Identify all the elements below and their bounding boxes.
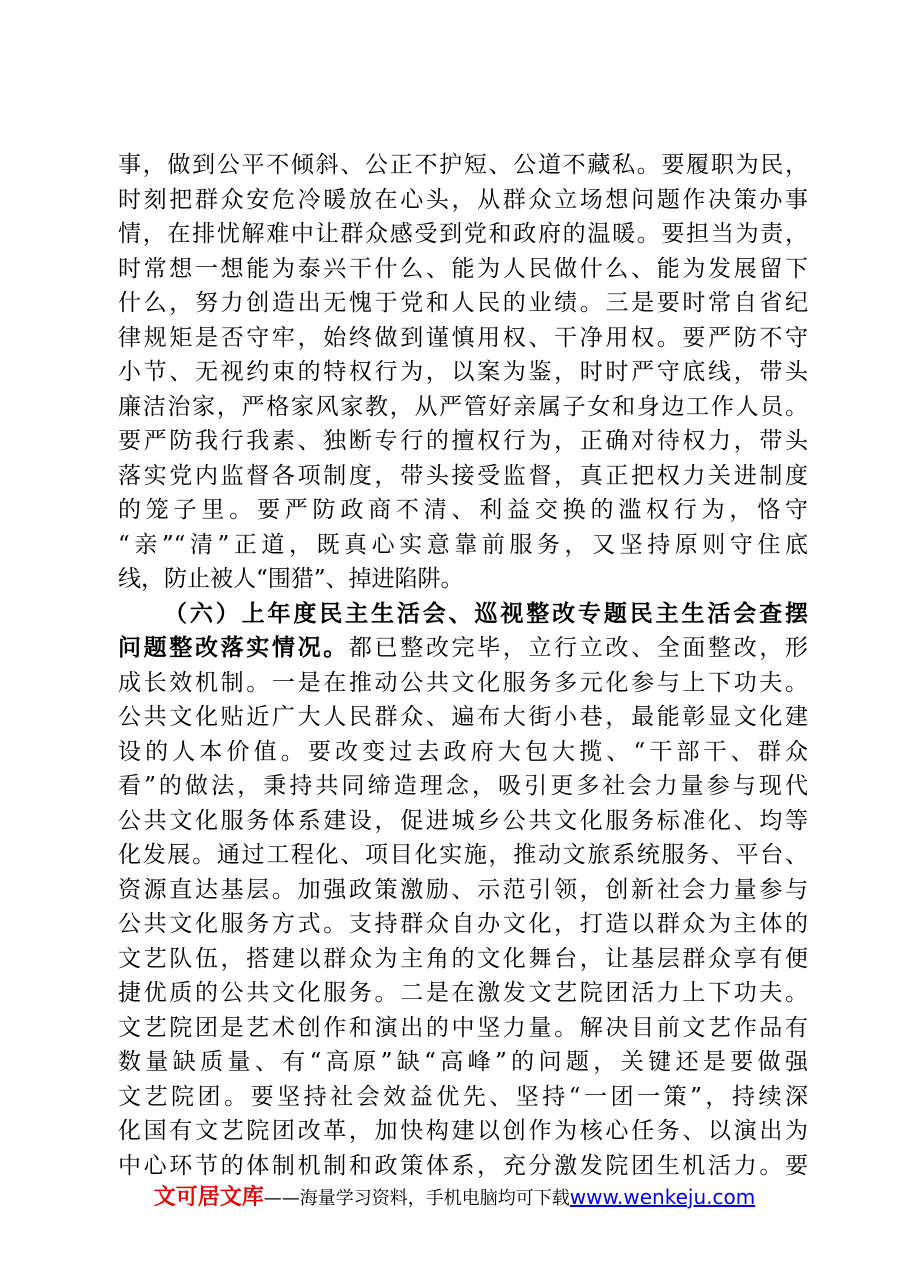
text-line: 公共文化贴近广大人民群众、遍布大街小巷，最能彰显文化建 xyxy=(118,704,808,730)
text-line: 设的人本价值。要改变过去政府大包大揽、“干部干、群众 xyxy=(118,738,808,765)
text-line: 要严防我行我素、独断专行的擅权行为，正确对待权力，带头 xyxy=(118,428,808,454)
text-line: 情，在排忧解难中让群众感受到党和政府的温暖。要担当为责， xyxy=(118,221,808,247)
section-summary: 都已整改完毕，立行立改、全面整改，形 xyxy=(348,635,809,661)
text-line: 落实党内监督各项制度，带头接受监督，真正把权力关进制度 xyxy=(118,462,808,489)
text-line: 化发展。通过工程化、项目化实施，推动文旅系统服务、平台、 xyxy=(118,842,808,868)
page-footer xyxy=(0,1180,909,1211)
text-line: 化国有文艺院团改革，加快构建以创作为核心任务、以演出为 xyxy=(118,1118,808,1144)
text-line: 成长效机制。一是在推动公共文化服务多元化参与上下功夫。 xyxy=(118,669,808,696)
text-line: 公共文化服务体系建设，促进城乡公共文化服务标准化、均等 xyxy=(118,807,808,834)
text-line: 事，做到公平不倾斜、公正不护短、公道不藏私。要履职为民， xyxy=(118,152,808,178)
text-line: 捷优质的公共文化服务。二是在激发文艺院团活力上下功夫。 xyxy=(118,980,808,1006)
text-line: 律规矩是否守牢，始终做到谨慎用权、干净用权。要严防不守 xyxy=(118,324,808,351)
document-body xyxy=(118,148,808,1183)
section-heading-text: （六）上年度民主生活会、巡视整改专题民主生活会查摆 xyxy=(164,599,808,627)
section-heading xyxy=(118,597,808,632)
text-line: 看”的做法，秉持共同缔造理念，吸引更多社会力量参与现代 xyxy=(118,773,808,799)
section-heading-continuation xyxy=(118,631,808,666)
footer-brand-logo: 文可居文库 xyxy=(153,1185,264,1210)
section-heading-tail: 问题整改落实情况。 xyxy=(118,634,349,661)
text-line: 公共文化服务方式。支持群众自办文化，打造以群众为主体的 xyxy=(118,911,808,937)
text-line: 中心环节的体制机制和政策体系，充分激发院团生机活力。要 xyxy=(118,1152,808,1179)
text-line: 线，防止被人“围猎”、掉进陷阱。 xyxy=(118,566,464,592)
text-line: 数量缺质量、有“高原”缺“高峰”的问题，关键还是要做强 xyxy=(118,1049,808,1075)
footer-slogan: ——海量学习资料，手机电脑均可下载 xyxy=(263,1188,570,1209)
text-line: 文艺院团。要坚持社会效益优先、坚持“一团一策”，持续深 xyxy=(118,1083,808,1110)
text-line: 资源直达基层。加强政策激励、示范引领，创新社会力量参与 xyxy=(118,876,808,903)
text-line: 文艺院团是艺术创作和演出的中坚力量。解决目前文艺作品有 xyxy=(118,1014,808,1041)
text-line: “亲”“清”正道，既真心实意靠前服务，又坚持原则守住底 xyxy=(118,531,808,558)
text-line: 时刻把群众安危冷暖放在心头，从群众立场想问题作决策办事 xyxy=(118,186,808,213)
footer-website-link[interactable]: www.wenkeju.com xyxy=(569,1185,756,1209)
text-line: 文艺队伍，搭建以群众为主角的文化舞台，让基层群众享有便 xyxy=(118,945,808,972)
text-line: 的笼子里。要严防政商不清、利益交换的滥权行为，恪守 xyxy=(118,497,808,523)
text-line: 廉洁治家，严格家风家教，从严管好亲属子女和身边工作人员。 xyxy=(118,393,808,420)
text-line: 时常想一想能为泰兴干什么、能为人民做什么、能为发展留下 xyxy=(118,255,808,282)
text-line: 什么，努力创造出无愧于党和人民的业绩。三是要时常自省纪 xyxy=(118,290,808,316)
text-line: 小节、无视约束的特权行为，以案为鉴，时时严守底线，带头 xyxy=(118,359,808,385)
